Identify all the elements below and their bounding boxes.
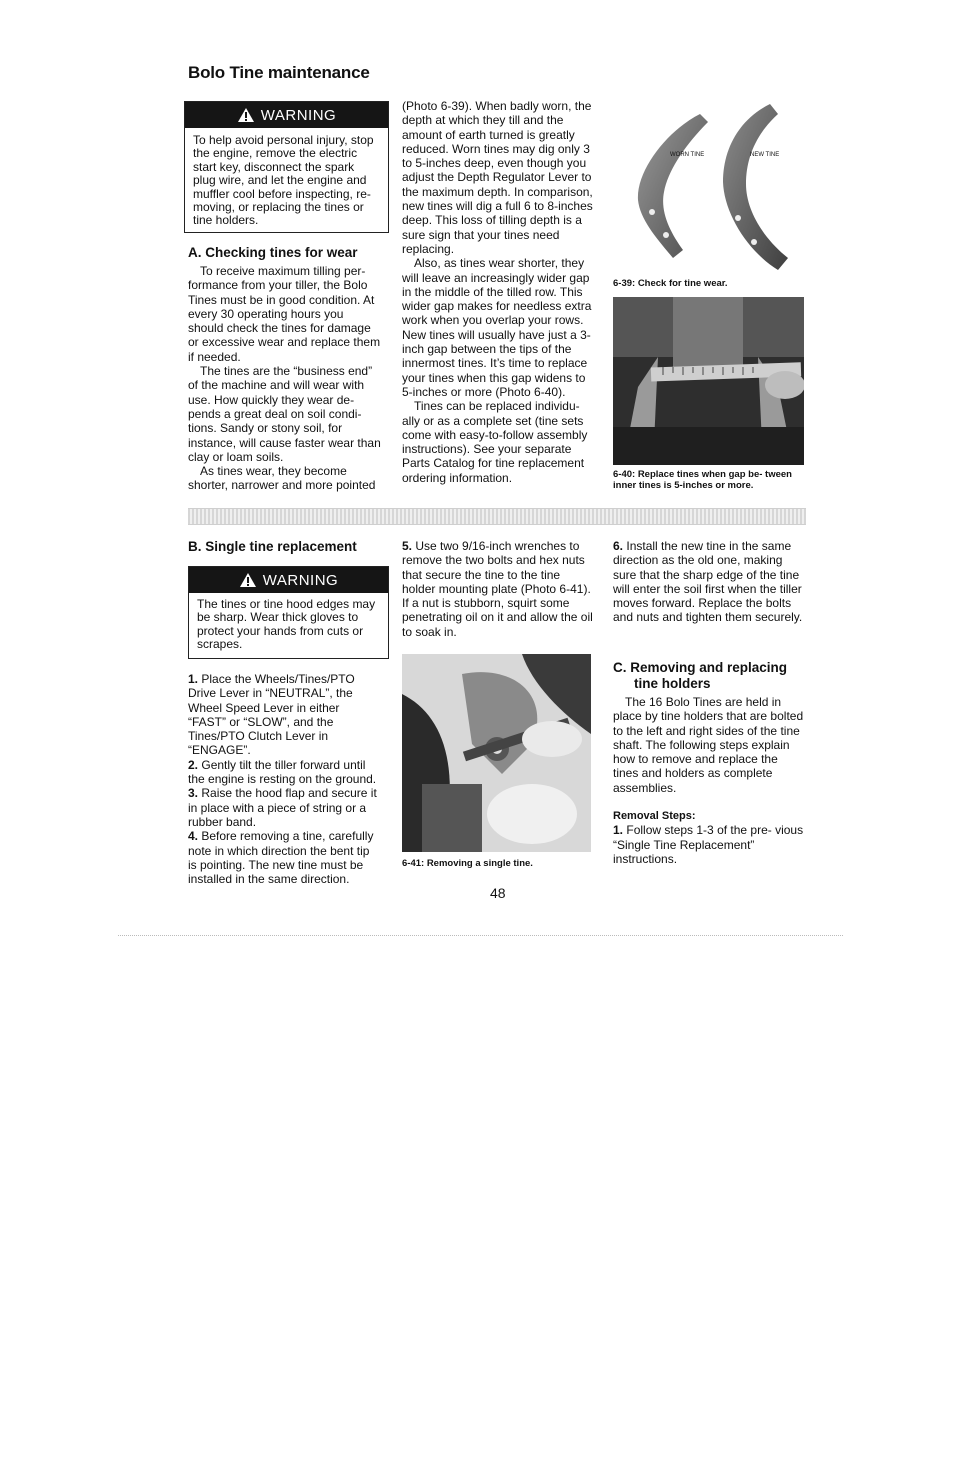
step-2 [188,758,380,787]
warning-triangle-icon [237,107,255,123]
warning-header-2 [189,567,388,593]
removal-step-1-number: 1. [613,823,624,838]
removal-steps-heading: Removal Steps: [613,810,696,823]
step-5-text: Use two 9/16-inch wrenches to remove the two bolts and hex nuts that secure the tine to the tine holder mounting plate (Photo 6-41). If a nut is stubborn, squirt some penetrating oil on it and allow the oil to soak in. [402,539,593,639]
new-tine-label: NEW TINE [750,152,780,158]
step-5 [402,539,594,639]
photo-6-40-gap-measurement [613,297,804,465]
photo-6-41-removing-tine [402,654,591,852]
middle-para-3: Tines can be replaced individu- ally or as a complete set (tine sets come with easy-to-follow assembly instructions). See your separate Parts Catalog for tine replacement ordering information. [402,399,588,485]
step-3-number: 3. [188,786,199,801]
removal-step-1 [613,823,805,866]
warning-label-2: WARNING [262,571,339,589]
photo-6-39-tines [628,100,808,272]
section-b-heading-wrap [188,539,382,555]
step-3 [188,786,380,829]
warning-box-sharp-edges [188,566,389,659]
warning-label: WARNING [260,106,337,124]
section-b-step-6 [613,539,805,625]
step-6-text: Install the new tine in the same direction as the old one, making sure that the sharp edge of the tine will enter the soil first when the tiller moves forward. Replace the bolts and nuts and tighten them securely. [613,539,803,625]
section-a-para-3: As tines wear, they become shorter, narrower and more pointed [188,464,376,493]
section-c-heading-line-2: tine holders [634,676,711,691]
warning-header [185,102,388,128]
step-3-text: Raise the hood flap and secure it in place with a piece of string or a rubber band. [188,786,377,829]
warning-text-2: The tines or tine hood edges may be sharp. Wear thick gloves to protect your hands from cuts or scrapes. [197,597,376,652]
step-4-number: 4. [188,829,199,844]
section-b-steps-1-4 [188,672,380,886]
section-divider [188,508,806,525]
step-1-text: Place the Wheels/Tines/PTO Drive Lever in “NEUTRAL”, the Wheel Speed Lever in either “FAST” or “SLOW”, and the Tines/PTO Clutch Lever in “ENGAGE”. [188,672,355,758]
step-6-number: 6. [613,539,624,553]
step-1-number: 1. [188,672,199,686]
section-c [613,660,805,866]
middle-para-1: (Photo 6-39). When badly worn, the depth at which they till and the amount of earth turned is greatly reduced. Worn tines may dig only 3 to 5-inches deep, even though you adjust the Depth Regulator Lever to the maximum depth. In comparison, new tines will dig a full 6 to 8-inches deep. This loss of tilling depth is a sure sign that your tines need replacing. [402,99,593,256]
section-a-para-1: To receive maximum tilling per- formance from your tiller, the Bolo Tines must be in good condition. At every 30 operating hours you should check the tines for damage or excessive wear and replace them if needed. [188,264,381,364]
caption-6-39: 6-39: Check for tine wear. [613,278,728,289]
warning-box-injury [184,101,389,233]
step-4-text: Before removing a tine, carefully note in which direction the bent tip is pointing. The new tine must be installed in the same direction. [188,829,374,887]
page-number: 48 [490,885,506,901]
middle-column-text [402,99,596,485]
step-6 [613,539,805,625]
section-c-para-1: The 16 Bolo Tines are held in place by tine holders that are bolted to the left and right sides of the tine shaft. The following steps explain how to remove and replace the tines and holders as complete assemblies. [613,695,804,795]
caption-6-40: 6-40: Replace tines when gap be- tween inner tines is 5-inches or more. [613,469,792,491]
section-a-heading: A. Checking tines for wear [188,245,358,260]
section-b-heading: B. Single tine replacement [188,539,357,554]
section-c-heading-line-1: C. Removing and replacing [613,660,788,675]
warning-text: To help avoid personal injury, stop the engine, remove the electric start key, disconnect the spark plug wire, and let the engine and muffler cool before inspecting, re- moving, or replacing the tines or tine holders. [193,133,374,228]
worn-tine-label: WORN TINE [670,152,705,158]
middle-para-2: Also, as tines wear shorter, they will leave an increasingly wider gap in the middle of the tilled row. This wider gap makes for needless extra work when you overlap your rows. New tines will usually have just a 3-inch gap between the tips of the innermost tines. It’s time to replace your tines when this gap widens to 5-inches or more (Photo 6-40). [402,256,592,399]
step-1 [188,672,380,758]
caption-6-41: 6-41: Removing a single tine. [402,858,533,869]
section-a-para-2: The tines are the “business end” of the machine and will wear with use. How quickly they wear de- pends a great deal on soil condi- tions. Sandy or stony soil, for instance, will cause faster wear than clay or loam soils. [188,364,381,464]
removal-step-1-text: Follow steps 1-3 of the pre- vious “Single Tine Replacement” instructions. [613,823,804,866]
section-a [188,245,382,493]
warning-triangle-icon [239,572,257,588]
page-title: Bolo Tine maintenance [188,63,370,82]
bottom-rule [118,935,843,936]
step-2-number: 2. [188,757,199,772]
step-5-number: 5. [402,539,413,553]
step-2-text: Gently tilt the tiller forward until the engine is resting on the ground. [188,757,377,787]
section-b-step-5 [402,539,594,639]
step-4 [188,829,380,886]
